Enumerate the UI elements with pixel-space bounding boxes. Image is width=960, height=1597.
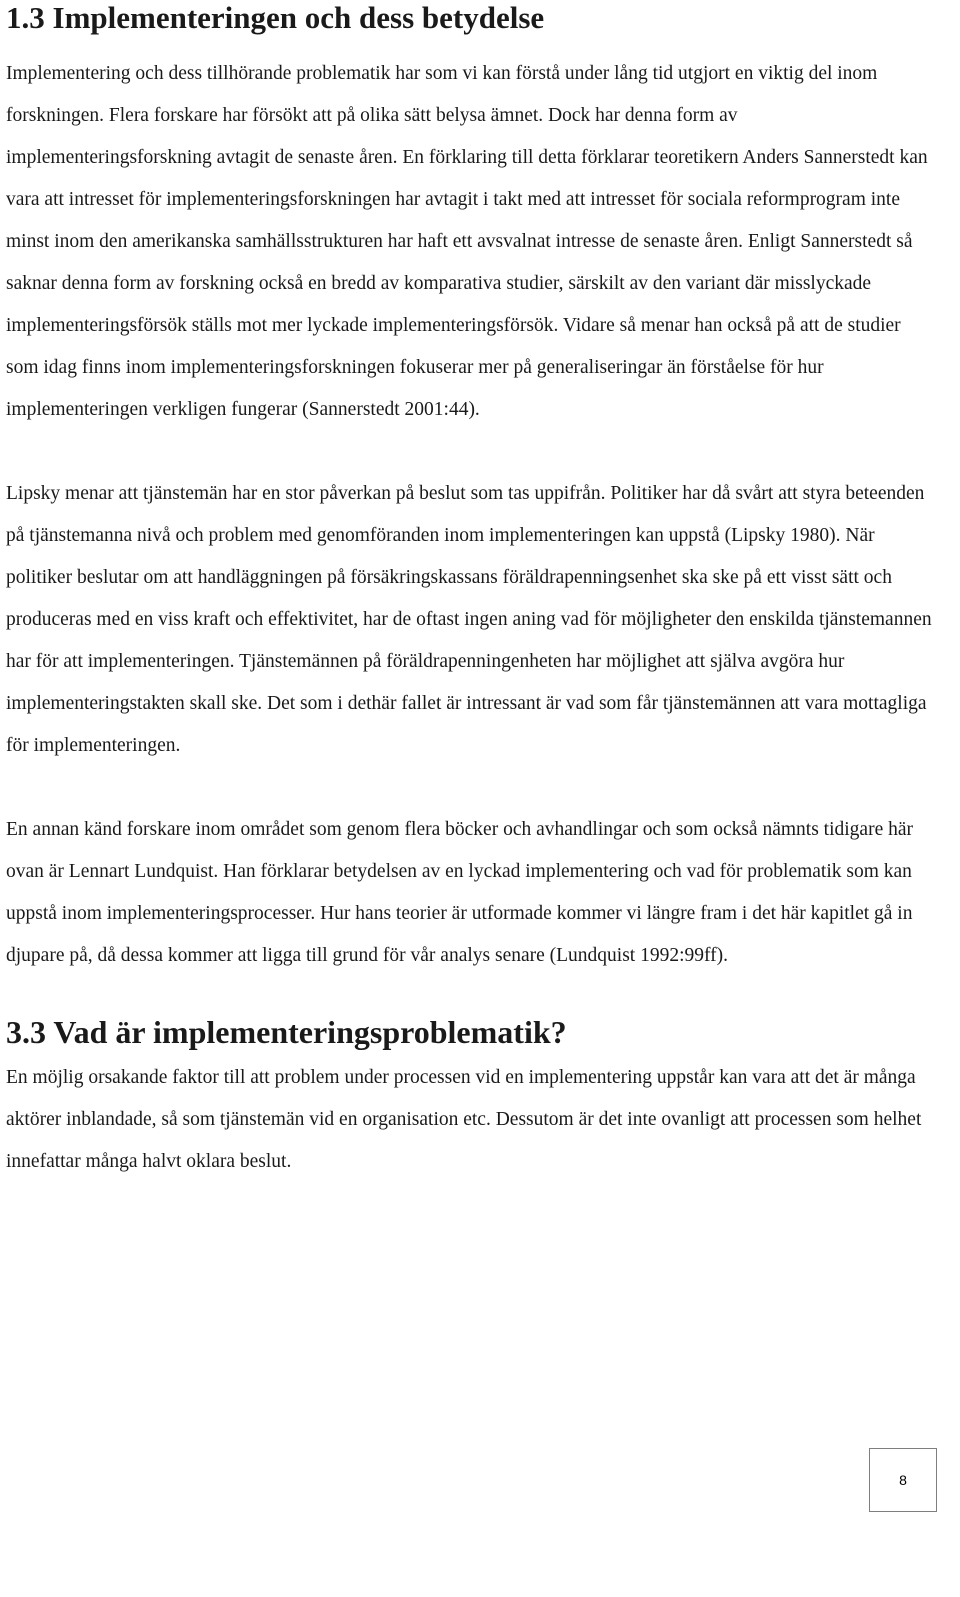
section-heading-3-3: 3.3 Vad är implementeringsproblematik?: [6, 1014, 567, 1050]
page-number: 8: [899, 1472, 907, 1488]
page-number-box: [869, 1448, 937, 1512]
paragraph-implementation-problems: En möjlig orsakande faktor till att problem under processen vid en implementering uppstår kan vara att det är många aktörer inblandade, så som tjänstemän vid en organisation etc. Dessutom är det inte ovanligt att processen som helhet innefattar många halvt oklara beslut.: [6, 1067, 922, 1172]
paragraph-implementation-research: Implementering och dess tillhörande problematik har som vi kan förstå under lång tid utgjort en viktig del inom forskningen. Flera forskare har försökt att på olika sätt belysa ämnet. Dock har denna form av implementeringsforskning avtagit de senaste åren. En förklaring till detta förklarar teoretikern Anders Sannerstedt kan vara att intresset för implementeringsforskningen har avtagit i takt med att intresset för sociala reformprogram inte minst inom den amerikanska samhällsstrukturen har haft ett avsvalnat intresse de senaste åren. Enligt Sannerstedt så saknar denna form av forskning också en bredd av komparativa studier, särskilt av den variant där misslyckade implementeringsförsök ställs mot mer lyckade implementeringsförsök. Vidare så menar han också på att de studier som idag finns inom implementeringsforskningen fokuserar mer på generaliseringar än förståelse för hur implementeringen verkligen fungerar (Sannerstedt 2001:44).: [6, 63, 928, 420]
paragraph-lundquist: En annan känd forskare inom området som genom flera böcker och avhandlingar och som också nämnts tidigare här ovan är Lennart Lundquist. Han förklarar betydelsen av en lyckad implementering och vad för problematik som kan uppstå inom implementeringsprocesser. Hur hans teorier är utformade kommer vi längre fram i det här kapitlet gå in djupare på, då dessa kommer att ligga till grund för vår analys senare (Lundquist 1992:99ff).: [6, 819, 913, 966]
section-heading-1-3: 1.3 Implementeringen och dess betydelse: [6, 0, 545, 35]
document-page: [6, 0, 946, 1183]
paragraph-lipsky: Lipsky menar att tjänstemän har en stor påverkan på beslut som tas uppifrån. Politiker har då svårt att styra beteenden på tjänstemanna nivå och problem med genomföranden inom implementeringen kan uppstå (Lipsky 1980). När politiker beslutar om att handläggningen på försäkringskassans föräldrapenningsenhet ska ske på ett visst sätt och produceras med en viss kraft och effektivitet, har de oftast ingen aning vad för möjligheter den enskilda tjänstemannen har för att implementeringen. Tjänstemännen på föräldrapenningenheten har möjlighet att själva avgöra hur implementeringstakten skall ske. Det som i dethär fallet är intressant är vad som får tjänstemännen att vara mottagliga för implementeringen.: [6, 483, 932, 756]
